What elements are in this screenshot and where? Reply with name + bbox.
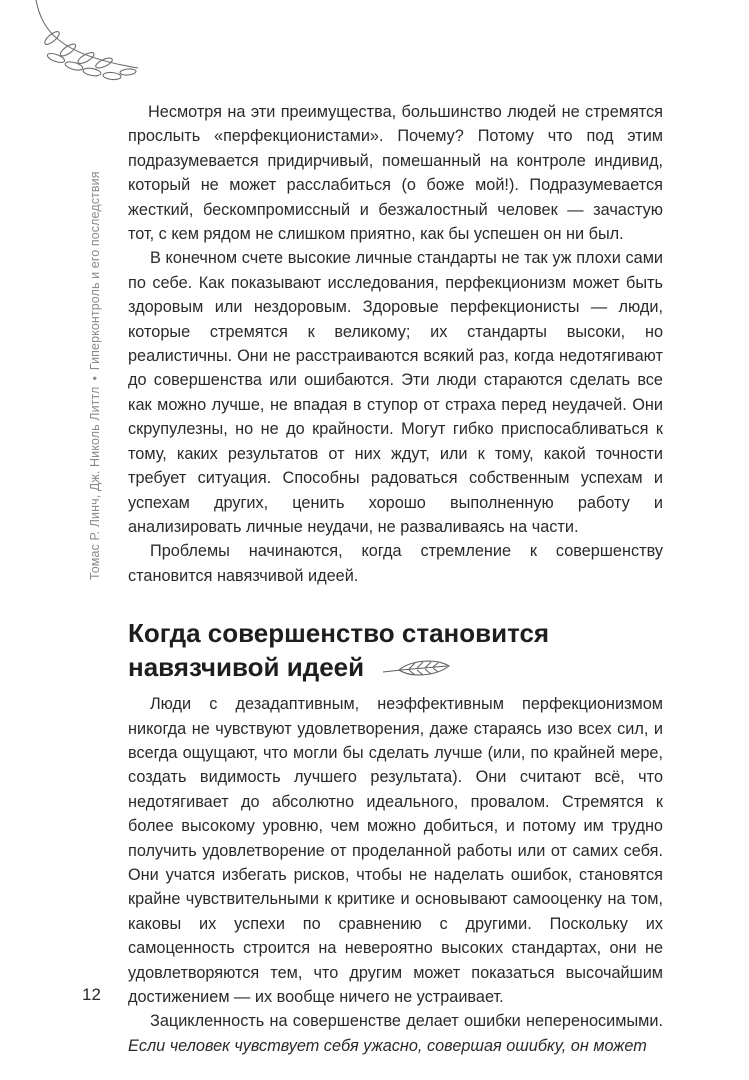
page-number: 12 — [82, 985, 101, 1004]
leaf-icon — [381, 658, 451, 680]
running-head-authors: Томас Р. Линч, Дж. Николь Литтл — [88, 386, 102, 580]
page-body — [128, 100, 663, 1058]
paragraph-last-italic: Если человек чувствует себя ужасно, совершая ошибку, он может — [128, 1036, 647, 1055]
paragraph: Люди с дезадаптивным, неэффективным перфекционизмом никогда не чувствуют удовлетворения, даже стараясь изо всех сил, и всегда ощущают, что могли бы сделать лучше (или, по крайней мере, создать видимость лучшего результата). Они считают всё, что недотягивает до абсолютно идеального, провалом. Стремятся к более высокому уровню, чем можно добиться, и потому им трудно получить удовлетворение от проделанной работы или от самих себя. Они учатся избегать рисков, чтобы не наделать ошибок, становятся крайне чувствительными к критике и основывают самооценку на том, каковы их успехи по сравнению с другими. Поскольку их самоценность строится на невероятно высоких стандартах, они не удовлетворяются тем, что другим может показаться высочайшим достижением — их вообще ничего не устраивает. — [128, 695, 663, 1006]
section-heading — [128, 616, 663, 684]
paragraph: В конечном счете высокие личные стандарты не так уж плохи сами по себе. Как показывают исследования, перфекционизм может быть здоровым или нездоровым. Здоровые перфекционисты — люди, которые стремятся к великому; их стандарты высоки, но реалистичны. Они не расстраиваются всякий раз, когда недотягивают до совершенства или ошибаются. Эти люди стараются сделать все как можно лучше, не впадая в ступор от страха перед неудачей. Они скрупулезны, но не до крайности. Могут гибко приспосабливаться к тому, каких результатов от них ждут, или к тому, какой точности требует ситуация. Способны радоваться собственным успехам и успехам других, ценить хорошо выполненную работу и анализировать личные неудачи, не разваливаясь на части. — [128, 249, 663, 536]
paragraph: Несмотря на эти преимущества, большинство людей не стремятся прослыть «перфекционистами». Почему? Потому что под этим подразумевается придирчивый, помешанный на контроле индивид, который не может расслабиться (о боже мой!). Подразумевается жесткий, бескомпромиссный и безжалостный человек — зачастую тот, с кем рядом не слишком приятно, как бы успешен он ни был. — [128, 103, 663, 244]
running-head — [88, 171, 102, 580]
leaf-branch-icon — [28, 0, 148, 100]
paragraph-last-normal: Зацикленность на совершенстве делает ошибки непереносимыми. — [150, 1012, 663, 1031]
running-head-separator: • — [88, 376, 102, 381]
section-heading-line2: навязчивой идеей — [128, 652, 365, 683]
paragraph-last — [128, 1009, 663, 1058]
running-head-title: Гиперконтроль и его последствия — [88, 171, 102, 371]
paragraph: Проблемы начинаются, когда стремление к совершенству становится навязчивой идеей. — [128, 542, 663, 585]
section-heading-line1: Когда совершенство становится — [128, 618, 550, 649]
